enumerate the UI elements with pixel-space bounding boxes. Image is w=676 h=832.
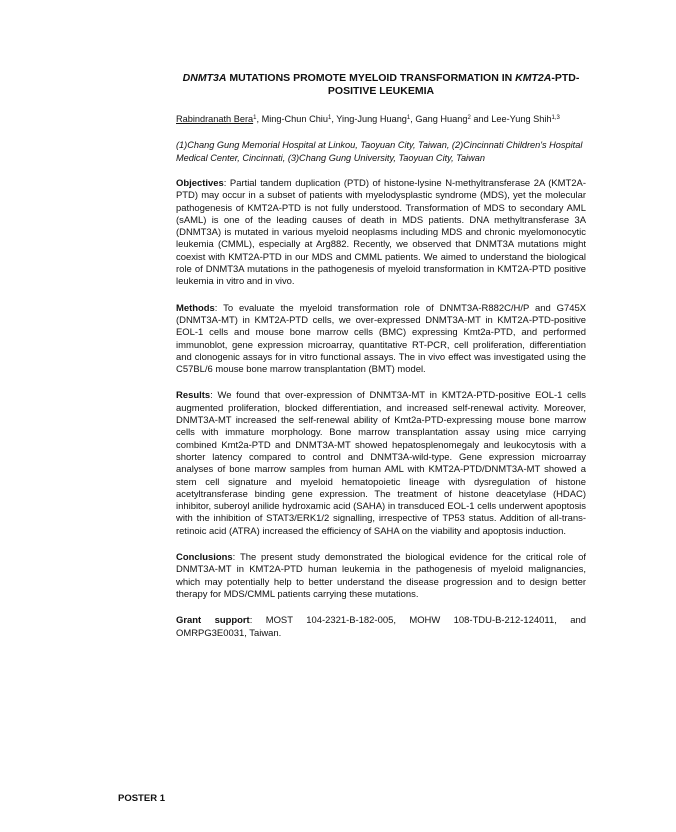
abstract-title: [176, 72, 586, 98]
author-affiliation-mark: 2: [467, 115, 471, 121]
author-affiliation-mark: 1: [406, 115, 411, 121]
section-heading: Methods: [176, 302, 215, 314]
author: [336, 114, 410, 124]
author-separator: ,: [410, 114, 416, 124]
author: [262, 114, 332, 124]
section-text: : The present study demonstrated the biological evidence for the critical role of DNMT3A-MT in KMT2A-PTD human leukemia in the pathogenesis of myeloid malignancies, which may potentially help to better understand the disease progression and to design better therapy for MDS/CMML patients carrying these mutations.: [176, 552, 586, 600]
poster-number: POSTER 1: [118, 793, 165, 804]
author-separator: and: [470, 114, 492, 124]
title-gene-a: DNMT3A: [182, 72, 227, 84]
section-text: : MOST 104-2321-B-182-005, MOHW 108-TDU-B-212-124011, and OMRPG3E0031, Taiwan.: [176, 615, 586, 639]
abstract-body: [176, 72, 586, 649]
section-results: [176, 390, 586, 538]
author: [176, 114, 256, 124]
section-text: : Partial tandem duplication (PTD) of histone-lysine N-methyltransferase 2A (KMT2A-PTD) may occur in a subset of patients with myelodysplastic syndrome (MDS), yet the molecular pathogenesis of KMT2A-PTD is not fully understood. Transformation of MDS to secondary AML (sAML) is one of the leading causes of death in MDS patients. DNA methyltransferase 3A (DNMT3A) is mutated in various myeloid neoplasms including MDS and chronic myelomonocytic leukemia (CMML), especially at Arg882. Recently, we observed that DNMT3A mutations might coexist with KMT2A-PTD in our MDS and CMML patients. We aimed to understand the biological role of DNMT3A mutations in the pathogenesis of myeloid transformation in KMT2A-PTD positive leukemia in vitro and in vivo.: [176, 178, 586, 288]
author-affiliation-mark: 1: [327, 115, 332, 121]
title-middle: MUTATIONS PROMOTE MYELOID TRANSFORMATION IN: [226, 72, 516, 84]
author-separator: ,: [256, 114, 262, 124]
affiliations: (1)Chang Gung Memorial Hospital at Linkou, Taoyuan City, Taiwan, (2)Cincinnati Children's Hospital Medical Center, Cincinnati, (3)Chang Gung University, Taoyuan City, Taiwan: [176, 140, 583, 163]
section-heading: Conclusions: [176, 552, 233, 564]
author-name: Ming-Chun Chiu: [261, 114, 328, 124]
author-name: Gang Huang: [415, 114, 468, 124]
section-objectives: [176, 178, 586, 289]
section-heading: Results: [176, 390, 211, 402]
author-name: Ying-Jung Huang: [336, 114, 407, 124]
author-name: Lee-Yung Shih: [491, 114, 552, 124]
section-text: : We found that over-expression of DNMT3A-MT in KMT2A-PTD-positive EOL-1 cells augmented proliferation, blocked differentiation, and increased self-renewal activity. Moreover, DNMT3A-MT increased the self-renewal ability of Kmt2a-PTD-expressing mouse bone marrow cells with immature morphology. Bone marrow transplantation assay using mice carrying combined Kmt2a-PTD and DNMT3A-MT showed hepatosplenomegaly and leukocytosis with a shorter latency compared to control and DNMT3A-wild-type. Gene expression microarray analyses of bone marrow samples from human AML with KMT2A-PTD/DNMT3A-MT showed a stem cell signature and myeloid hematopoietic lineage with dysregulation of histone acetyltransferase binding gene expression. The treatment of histone deacetylase (HDAC) inhibitor, suberoyl anilide hydroxamic acid (SAHA) in transduced EOL-1 cells underwent apoptosis with the inhibition of STAT3/ERK1/2 signalling, irrespective of TP53 status. Addition of all-trans-retinoic acid (ATRA) increased the efficiency of SAHA on the viability and apoptosis induction.: [176, 390, 586, 537]
section-heading: Objectives: [176, 178, 224, 189]
section-heading: Grant support: [176, 615, 250, 627]
author-affiliation-mark: 1: [253, 115, 257, 121]
author: [491, 114, 560, 124]
author-affiliation-mark: 1,3: [551, 115, 560, 121]
section-grant-support: [176, 615, 586, 640]
author-separator: ,: [331, 114, 337, 124]
section-methods: [176, 303, 586, 377]
author-list: [176, 113, 586, 125]
author-name: Rabindranath Bera: [176, 114, 254, 124]
title-gene-b: KMT2A: [515, 72, 552, 84]
section-conclusions: [176, 552, 586, 601]
author: [415, 114, 470, 124]
title-end: -PTD-POSITIVE LEUKEMIA: [327, 72, 580, 97]
section-text: : To evaluate the myeloid transformation role of DNMT3A-R882C/H/P and G745X (DNMT3A-MT) in KMT2A-PTD cells, we over-expressed DNMT3A-MT in KMT2A-PTD-positive EOL-1 cells and mouse bone marrow cells (BMC) expressing Kmt2a-PTD, and performed immunoblot, gene expression microarray, quantitative RT-PCR, cell proliferation, differentiation and clonogenic assays for in vitro functional assays. The in vivo effect was investigated using the C57BL/6 mouse bone marrow transplantation (BMT) model.: [176, 302, 586, 376]
